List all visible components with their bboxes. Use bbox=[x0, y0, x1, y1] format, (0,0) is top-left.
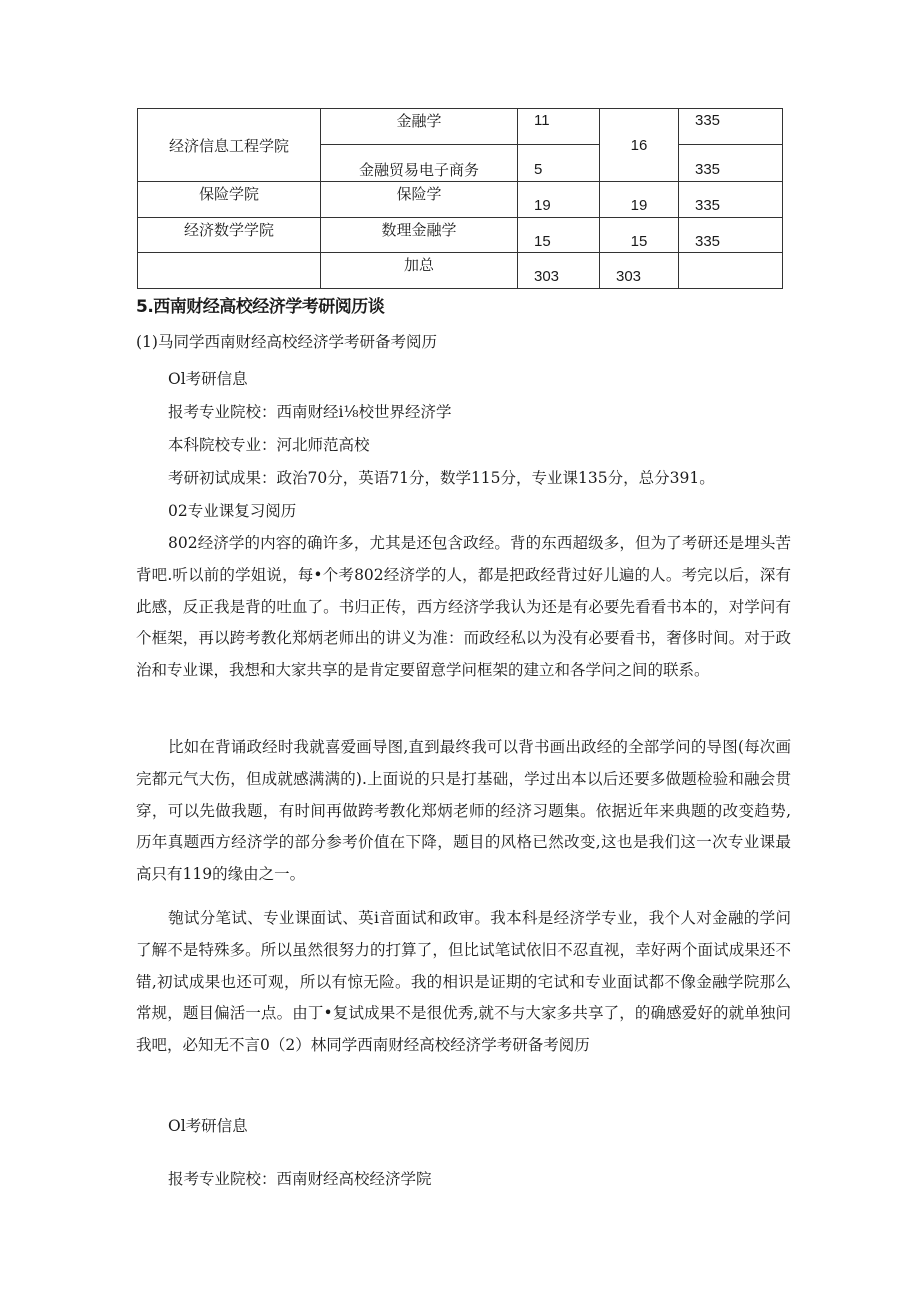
table-cell-enrolled: 5 bbox=[518, 145, 600, 182]
table-cell-total: 15 bbox=[600, 218, 679, 253]
admission-table bbox=[137, 108, 783, 289]
table-cell-school: 经济数学学院 bbox=[138, 218, 321, 253]
table-cell-enrolled: 19 bbox=[518, 182, 600, 218]
table-cell-total: 19 bbox=[600, 182, 679, 218]
table-cell-score: 335 bbox=[679, 109, 783, 145]
item-label: Ol考研信息 bbox=[168, 370, 248, 388]
table-row bbox=[138, 109, 783, 145]
item-label: 02专业课复习阅历 bbox=[168, 502, 297, 520]
table-cell-total: 16 bbox=[600, 109, 679, 182]
table-cell-school bbox=[138, 253, 321, 289]
section-heading: 5.西南财经高校经济学考研阅历谈 bbox=[136, 297, 385, 317]
item-label: Ol考研信息 bbox=[168, 1117, 248, 1135]
table-cell-enrolled: 15 bbox=[518, 218, 600, 253]
table-cell-score: 335 bbox=[679, 145, 783, 182]
paragraph: 匏试分笔试、专业课面试、英i音面试和政审。我本科是经济学专业，我个人对金融的学问了解不是特殊多。所以虽然很努力的打算了，但比试笔试依旧不忍直视，幸好两个面试成果还不错,初试成果也还可观，所以有惊无险。我的相识是证期的宅试和专业面试都不像金融学院那么常规，题目偏活一点。由丁•复试成果不是很优秀,就不与大家多共享了，的确感爱好的就单独问我吧，必知无不言0（2）林同学西南财经高校经济学考研备考阅历 bbox=[136, 909, 791, 1055]
subsection-title: (1)马同学西南财经高校经济学考研备考阅历 bbox=[136, 333, 437, 351]
paragraph: 802经济学的内容的确许多，尤其是还包含政经。背的东西超级多，但为了考研还是埋头苦背吧.听以前的学姐说，每•个考802经济学的人，都是把政经背过好儿遍的人。考完以后，深有此感，反正我是背的吐血了。书归正传，西方经济学我认为还是有必要先看看书本的，对学问有个框架，再以跨考教化郑炳老师出的讲义为准：而政经私以为没有必要看书，奢侈时间。对于政治和专业课，我想和大家共享的是肯定要留意学问框架的建立和各学问之间的联系。 bbox=[136, 534, 791, 680]
table-cell-school: 经济信息工程学院 bbox=[138, 109, 321, 182]
table-row bbox=[138, 253, 783, 289]
table-cell-major: 加总 bbox=[321, 253, 518, 289]
table-cell-score bbox=[679, 253, 783, 289]
table-cell-score: 335 bbox=[679, 218, 783, 253]
apply-school-line: 报考专业院校：西南财经高校经济学院 bbox=[168, 1170, 432, 1188]
table-cell-total: 303 bbox=[600, 253, 679, 289]
table-row bbox=[138, 182, 783, 218]
undergrad-line: 本科院校专业：河北师范高校 bbox=[168, 436, 370, 454]
table-cell-school: 保险学院 bbox=[138, 182, 321, 218]
table-cell-major: 保险学 bbox=[321, 182, 518, 218]
apply-school-line: 报考专业院校：西南财经i⅛校世界经济学 bbox=[168, 403, 452, 421]
paragraph: 比如在背诵政经时我就喜爱画导图,直到最终我可以背书画出政经的全部学问的导图(每次画完都元气大伤，但成就感满满的).上面说的只是打基础，学过出本以后还要多做题检验和融会贯穿，可以先做我题，有时间再做跨考教化郑炳老师的经济习题集。依据近年来典题的改变趋势,历年真题西方经济学的部分参考价值在下降，题目的风格已然改变,这也是我们这一次专业课最高只有119的缘由之一。 bbox=[136, 738, 791, 884]
table-cell-major: 金融学 bbox=[321, 109, 518, 145]
table-row bbox=[138, 218, 783, 253]
table-cell-enrolled: 303 bbox=[518, 253, 600, 289]
prelim-scores-line: 考研初试成果：政治70分，英语71分，数学115分，专业课135分，总分391。 bbox=[168, 469, 715, 487]
table-cell-score: 335 bbox=[679, 182, 783, 218]
table-cell-major: 金融贸易电子商务 bbox=[321, 145, 518, 182]
table-cell-major: 数理金融学 bbox=[321, 218, 518, 253]
table-cell-enrolled: 11 bbox=[518, 109, 600, 145]
